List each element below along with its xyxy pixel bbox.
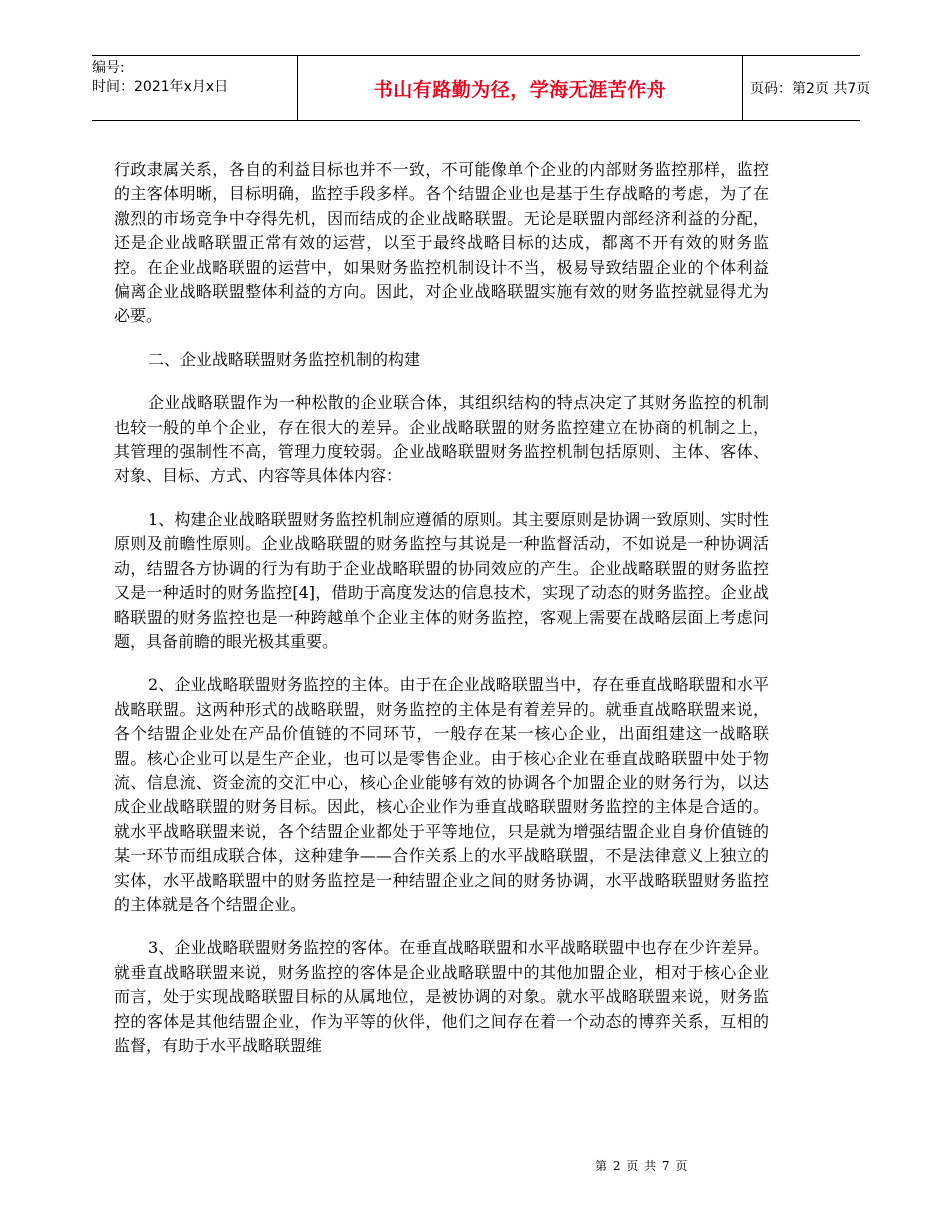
page-footer: 第 2 页 共 7 页 bbox=[595, 1159, 688, 1173]
paragraph: 2、企业战略联盟财务监控的主体。由于在企业战略联盟当中，存在垂直战略联盟和水平战略联盟。这两种形式的战略联盟，财务监控的主体是有着差异的。就垂直战略联盟来说，各个结盟企业处在产品价值链的不同环节，一般存在某一核心企业，出面组建这一战略联盟。核心企业可以是生产企业，也可以是零售企业。由于核心企业在垂直战略联盟中处于物流、信息流、资金流的交汇中心，核心企业能够有效的协调各个加盟企业的财务行为，以达成企业战略联盟的财务目标。因此，核心企业作为垂直战略联盟财务监控的主体是合适的。就水平战略联盟来说，各个结盟企业都处于平等地位，只是就为增强结盟企业自身价值链的某一环节而组成联合体，这种建争——合作关系上的水平战略联盟，不是法律意义上独立的实体，水平战略联盟中的财务监控是一种结盟企业之间的财务协调，水平战略联盟财务监控的主体就是各个结盟企业。 bbox=[114, 675, 769, 914]
page-header bbox=[92, 55, 871, 121]
header-motto: 书山有路勤为径，学海无涯苦作舟 bbox=[297, 56, 743, 120]
paragraph: 行政隶属关系，各自的利益目标也并不一致，不可能像单个企业的内部财务监控那样，监控的主客体明晰，目标明确，监控手段多样。各个结盟企业也是基于生存战略的考虑，为了在激烈的市场竞争中夺得先机，因而结成的企业战略联盟。无论是联盟内部经济利益的分配，还是企业战略联盟正常有效的运营，以至于最终战略目标的达成，都离不开有效的财务监控。在企业战略联盟的运营中，如果财务监控机制设计不当，极易导致结盟企业的个体利益偏离企业战略联盟整体利益的方向。因此，对企业战略联盟实施有效的财务监控就显得尤为必要。 bbox=[114, 160, 769, 326]
header-page-label: 页码：第2页 共7页 bbox=[750, 81, 871, 97]
time-label: 时间：2021年x月x日 bbox=[92, 79, 229, 95]
paragraph: 企业战略联盟作为一种松散的企业联合体，其组织结构的特点决定了其财务监控的机制也较一般的单个企业，存在很大的差异。企业战略联盟的财务监控建立在协商的机制之上，其管理的强制性不高，管理力度较弱。企业战略联盟财务监控机制包括原则、主体、客体、对象、目标、方式、内容等具体体内容： bbox=[114, 393, 769, 486]
paragraph: 3、企业战略联盟财务监控的客体。在垂直战略联盟和水平战略联盟中也存在少许差异。就垂直战略联盟来说，财务监控的客体是企业战略联盟中的其他加盟企业，相对于核心企业而言，处于实现战略联盟目标的从属地位，是被协调的对象。就水平战略联盟来说，财务监控的客体是其他结盟企业，作为平等的伙伴，他们之间存在着一个动态的博弈关系，互相的监督，有助于水平战略联盟维 bbox=[114, 938, 769, 1055]
paragraph: 1、构建企业战略联盟财务监控机制应遵循的原则。其主要原则是协调一致原则、实时性原则及前瞻性原则。企业战略联盟的财务监控与其说是一种监督活动，不如说是一种协调活动，结盟各方协调的行为有助于企业战略联盟的协同效应的产生。企业战略联盟的财务监控又是一种适时的财务监控[4]，借助于高度发达的信息技术，实现了动态的财务监控。企业战略联盟的财务监控也是一种跨越单个企业主体的财务监控，客观上需要在战略层面上考虑问题，具备前瞻的眼光极其重要。 bbox=[114, 509, 769, 651]
header-meta bbox=[92, 56, 297, 123]
document-body bbox=[114, 158, 769, 1077]
number-label: 编号: bbox=[92, 60, 125, 76]
section-heading: 二、企业战略联盟财务监控机制的构建 bbox=[148, 349, 421, 369]
